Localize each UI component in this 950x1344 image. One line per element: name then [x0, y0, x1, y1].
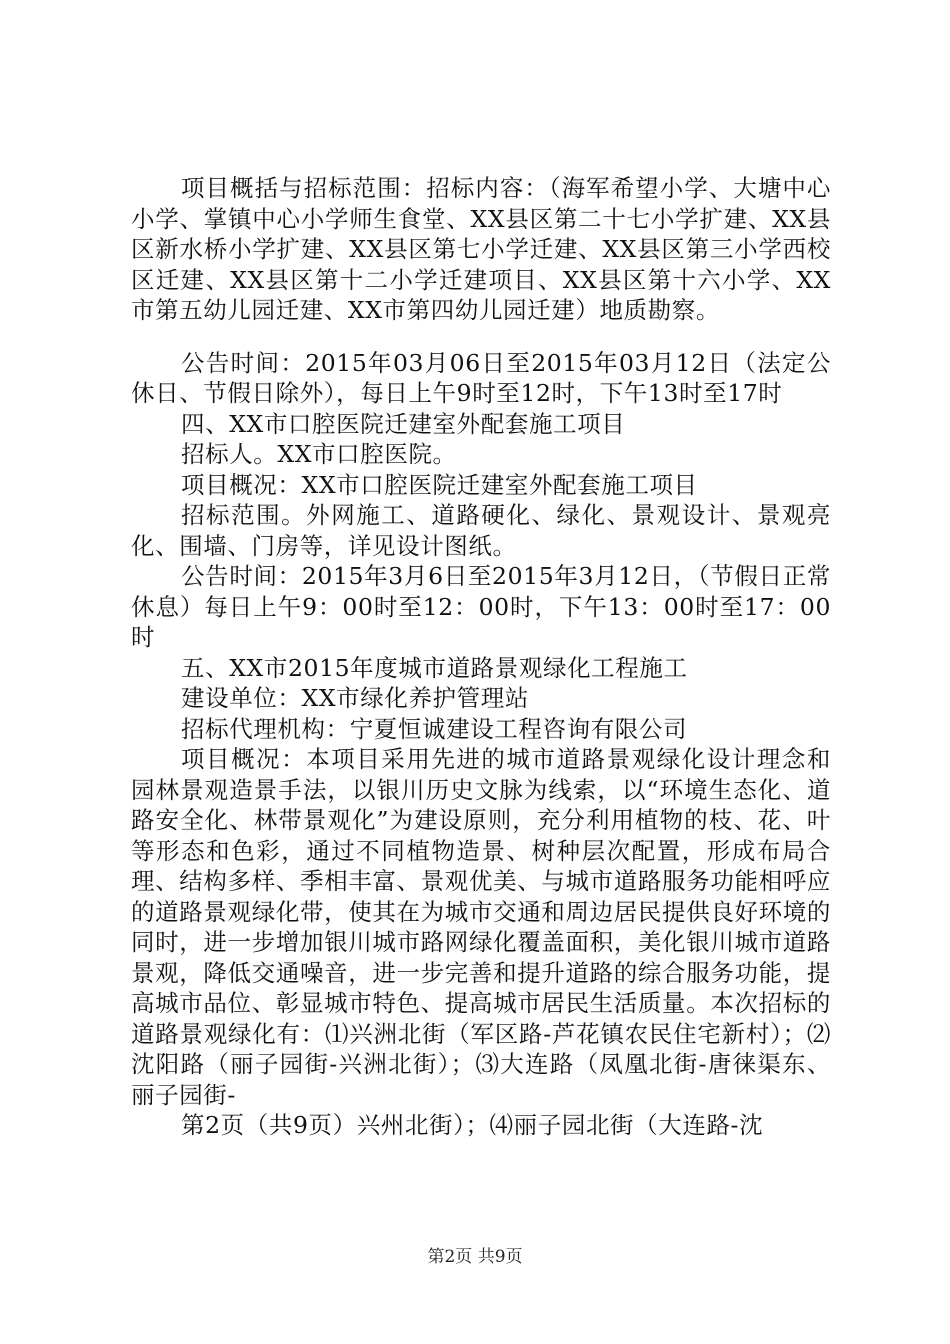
section-heading-4: 四、XX市口腔医院迁建室外配套施工项目 [181, 409, 626, 438]
paragraph-project-scope: 项目概括与招标范围：招标内容：（海军希望小学、大塘中心小学、掌镇中心小学师生食堂、XX县区第二十七小学扩建、XX县区新水桥小学扩建、XX县区第七小学迁建、XX县区第三小学西校区迁建、XX县区第十二小学迁建项目、XX县区第十六小学、XX市第五幼儿园迁建、XX市第四幼儿园迁建）地质勘察。 [131, 174, 831, 324]
paragraph-tenderer: 招标人。XX市口腔医院。 [181, 440, 457, 468]
section-heading-5: 五、XX市2015年度城市道路景观绿化工程施工 [181, 653, 688, 682]
paragraph-agency: 招标代理机构：宁夏恒诚建设工程咨询有限公司 [181, 714, 688, 743]
paragraph-project-overview-2: 项目概况：本项目采用先进的城市道路景观绿化设计理念和园林景观造景手法，以银川历史文脉为线索，以“环境生态化、道路安全化、林带景观化”为建设原则，充分利用植物的枝、花、叶等形态和色彩，通过不同植物造景、树种层次配置，形成布局合理、结构多样、季相丰富、景观优美、与城市道路服务功能相呼应的道路景观绿化带，使其在为城市交通和周边居民提供良好环境的同时，进一步增加银川城市路网绿化覆盖面积，美化银川城市道路景观，降低交通噪音，进一步完善和提升道路的综合服务功能，提高城市品位、彰显城市特色、提高城市居民生活质量。本次招标的道路景观绿化有：⑴兴洲北街（军区路-芦花镇农民住宅新村）；⑵沈阳路（丽子园街-兴洲北街）；⑶大连路（凤凰北街-唐徕渠东、丽子园街- [131, 745, 831, 1109]
paragraph-notice-time-2: 公告时间：2015年3月6日至2015年3月12日，（节假日正常休息）每日上午9：00时至12：00时，下午13：00时至17：00时 [131, 562, 831, 651]
paragraph-project-overview-1: 项目概况：XX市口腔医院迁建室外配套施工项目 [181, 470, 698, 499]
paragraph-notice-time-1: 公告时间：2015年03月06日至2015年03月12日（法定公休日、节假日除外），每日上午9时至12时，下午13时至17时 [131, 348, 831, 407]
page-footer: 第2页 共9页 [427, 1247, 523, 1267]
document-body [131, 173, 831, 1141]
paragraph-continued: 第2页（共9页）兴州北街）；⑷丽子园北街（大连路-沈 [181, 1111, 764, 1139]
paragraph-tender-scope: 招标范围。外网施工、道路硬化、绿化、景观设计、景观亮化、围墙、门房等，详见设计图纸。 [131, 501, 831, 560]
paragraph-construction-unit: 建设单位：XX市绿化养护管理站 [181, 684, 529, 712]
paragraph-gap [131, 326, 831, 348]
